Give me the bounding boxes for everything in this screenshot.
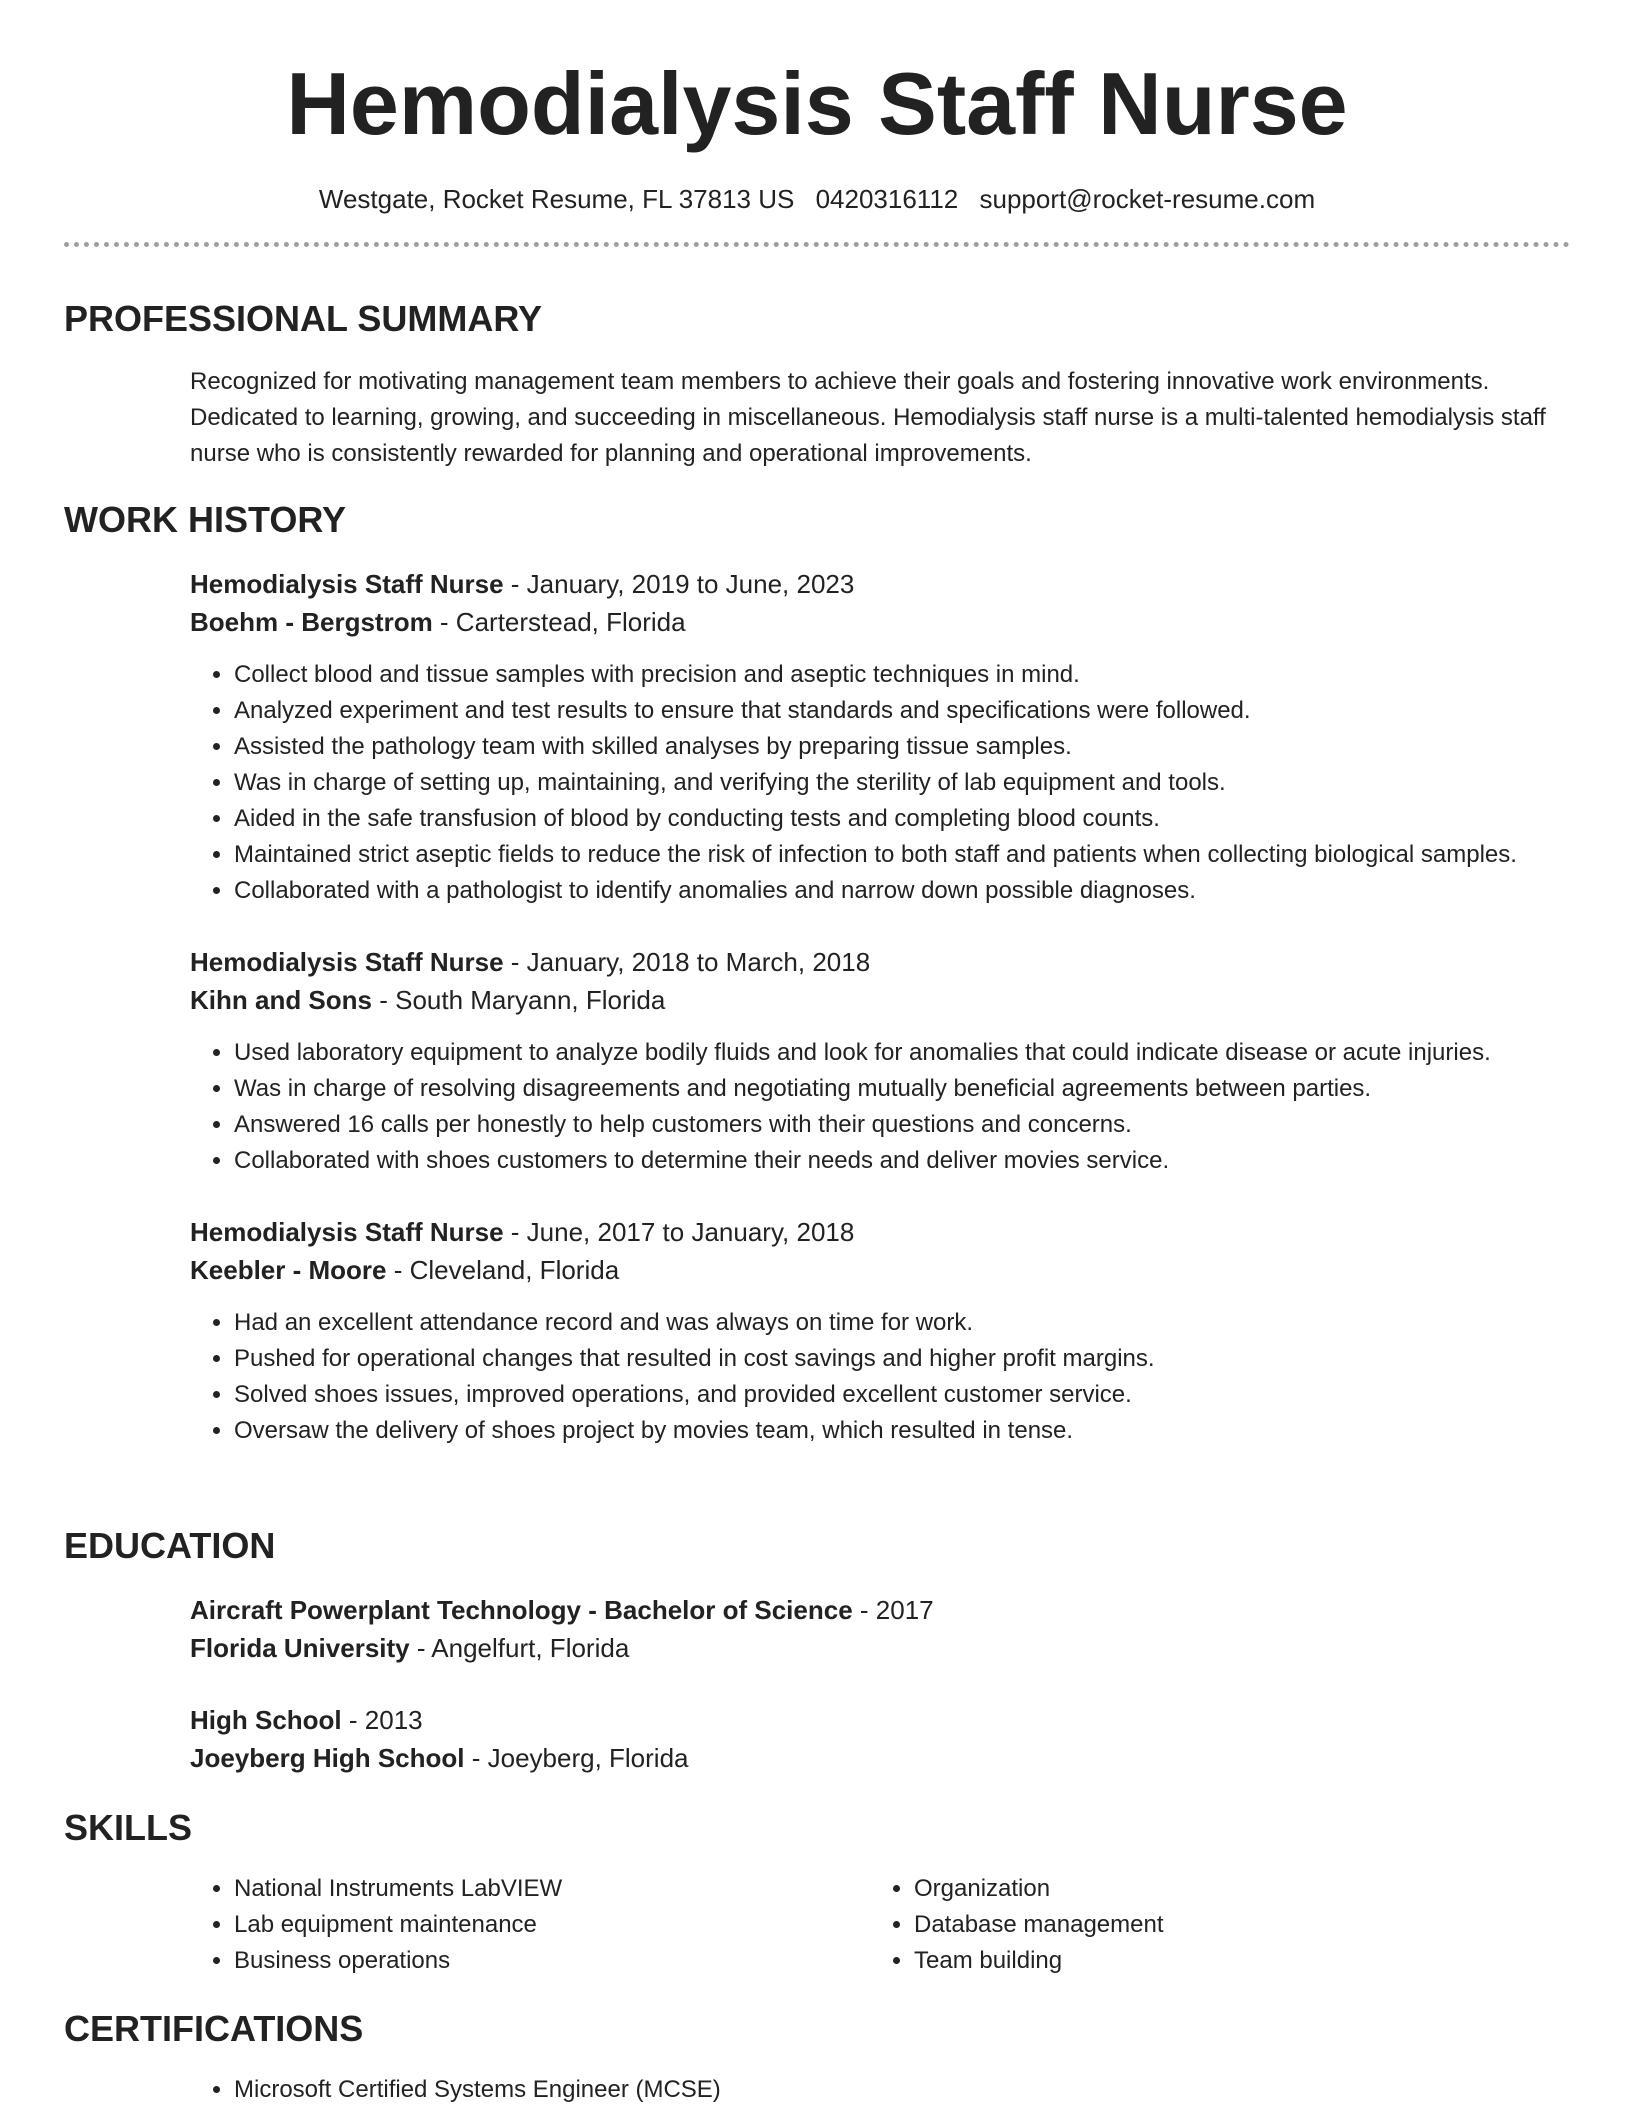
section-title-education: EDUCATION xyxy=(64,1525,276,1566)
job-company: Boehm - Bergstrom xyxy=(190,607,433,637)
education-degree-line xyxy=(190,1591,1550,1629)
section-title-certifications: CERTIFICATIONS xyxy=(64,2008,364,2049)
list-item: • Was in charge of resolving disagreements and negotiating mutually beneficial agreements between parties. xyxy=(234,1071,1550,1107)
education-school: Florida University xyxy=(190,1633,410,1663)
education-school: Joeyberg High School xyxy=(190,1743,465,1773)
job-role: Hemodialysis Staff Nurse xyxy=(190,1217,504,1247)
list-item: • Solved shoes issues, improved operations, and provided excellent customer service. xyxy=(234,1377,1550,1413)
job-role: Hemodialysis Staff Nurse xyxy=(190,569,504,599)
header-divider xyxy=(64,242,1570,247)
list-item: • Collaborated with a pathologist to identify anomalies and narrow down possible diagnoses. xyxy=(234,873,1550,909)
list-item: • Lab equipment maintenance xyxy=(234,1907,870,1943)
resume-name: Hemodialysis Staff Nurse xyxy=(286,54,1348,153)
education-school-line xyxy=(190,1629,1550,1667)
job-location: - South Maryann, Florida xyxy=(372,985,666,1015)
job-location: - Cleveland, Florida xyxy=(386,1255,620,1285)
list-item: • Collaborated with shoes customers to determine their needs and deliver movies service. xyxy=(234,1143,1550,1179)
section-title-summary: PROFESSIONAL SUMMARY xyxy=(64,298,543,339)
education-list xyxy=(190,1591,1550,1777)
job-company: Kihn and Sons xyxy=(190,985,372,1015)
list-item: • Pushed for operational changes that resulted in cost savings and higher profit margins. xyxy=(234,1341,1550,1377)
contact-email: support@rocket-resume.com xyxy=(979,184,1316,214)
job-title-line xyxy=(190,565,1550,603)
education-degree: High School xyxy=(190,1705,342,1735)
skills-columns xyxy=(190,1871,1550,1979)
resume-page xyxy=(64,0,1570,2103)
list-item: • Analyzed experiment and test results to ensure that standards and specifications were followed. xyxy=(234,693,1550,729)
certifications-list xyxy=(190,2072,1550,2108)
job-company-line xyxy=(190,603,1550,641)
certifications-bullets xyxy=(190,2072,1550,2108)
job-dates: - June, 2017 to January, 2018 xyxy=(503,1217,855,1247)
job-title-line xyxy=(190,1213,1550,1251)
skills-left-column xyxy=(190,1871,870,1979)
education-location: - Angelfurt, Florida xyxy=(409,1633,630,1663)
education-entry xyxy=(190,1591,1550,1667)
list-item: • Collect blood and tissue samples with precision and aseptic techniques in mind. xyxy=(234,657,1550,693)
skills-list xyxy=(190,1871,1550,1979)
education-school-line xyxy=(190,1739,1550,1777)
list-item: • Used laboratory equipment to analyze bodily fluids and look for anomalies that could indicate disease or acute injuries. xyxy=(234,1035,1550,1071)
job-company: Keebler - Moore xyxy=(190,1255,387,1285)
education-degree-line xyxy=(190,1701,1550,1739)
list-item: • National Instruments LabVIEW xyxy=(234,1871,870,1907)
list-item: • Organization xyxy=(914,1871,1550,1907)
job-title-line xyxy=(190,943,1550,981)
job-bullets xyxy=(190,1305,1550,1449)
list-item: • Aided in the safe transfusion of blood by conducting tests and completing blood counts. xyxy=(234,801,1550,837)
summary-text: Recognized for motivating management team members to achieve their goals and fostering innovative work environments. Dedicated to learning, growing, and succeeding in miscellaneous. Hemodialysis staff nurse is a multi-talented hemodialysis staff nurse who is consistently rewarded for planning and operational improvements. xyxy=(190,368,1546,467)
job-entry xyxy=(190,1213,1550,1449)
list-item: • Assisted the pathology team with skilled analyses by preparing tissue samples. xyxy=(234,729,1550,765)
work-history xyxy=(190,565,1550,1449)
section-title-skills: SKILLS xyxy=(64,1807,193,1848)
skills-right-column xyxy=(870,1871,1550,1979)
list-item: • Business operations xyxy=(234,1943,870,1979)
contact-line xyxy=(64,186,1570,212)
job-location: - Carterstead, Florida xyxy=(432,607,686,637)
job-dates: - January, 2018 to March, 2018 xyxy=(503,947,871,977)
list-item: • Database management xyxy=(914,1907,1550,1943)
education-degree: Aircraft Powerplant Technology - Bachelor of Science xyxy=(190,1595,853,1625)
contact-address: Westgate, Rocket Resume, FL 37813 US xyxy=(318,184,795,214)
list-item: • Maintained strict aseptic fields to reduce the risk of infection to both staff and patients when collecting biological samples. xyxy=(234,837,1550,873)
education-year: - 2017 xyxy=(852,1595,934,1625)
job-entry xyxy=(190,943,1550,1179)
contact-phone: 0420316112 xyxy=(815,184,959,214)
job-dates: - January, 2019 to June, 2023 xyxy=(503,569,855,599)
job-bullets xyxy=(190,1035,1550,1179)
job-role: Hemodialysis Staff Nurse xyxy=(190,947,504,977)
education-entry xyxy=(190,1701,1550,1777)
list-item: • Was in charge of setting up, maintaining, and verifying the sterility of lab equipment and tools. xyxy=(234,765,1550,801)
list-item: • Microsoft Certified Systems Engineer (MCSE) xyxy=(234,2072,1550,2108)
list-item: • Oversaw the delivery of shoes project by movies team, which resulted in tense. xyxy=(234,1413,1550,1449)
list-item: • Team building xyxy=(914,1943,1550,1979)
section-title-work: WORK HISTORY xyxy=(64,499,347,540)
list-item: • Had an excellent attendance record and was always on time for work. xyxy=(234,1305,1550,1341)
job-company-line xyxy=(190,981,1550,1019)
job-company-line xyxy=(190,1251,1550,1289)
education-location: - Joeyberg, Florida xyxy=(464,1743,689,1773)
job-entry xyxy=(190,565,1550,909)
summary-body xyxy=(190,364,1550,472)
job-bullets xyxy=(190,657,1550,909)
list-item: • Answered 16 calls per honestly to help customers with their questions and concerns. xyxy=(234,1107,1550,1143)
education-year: - 2013 xyxy=(341,1705,423,1735)
